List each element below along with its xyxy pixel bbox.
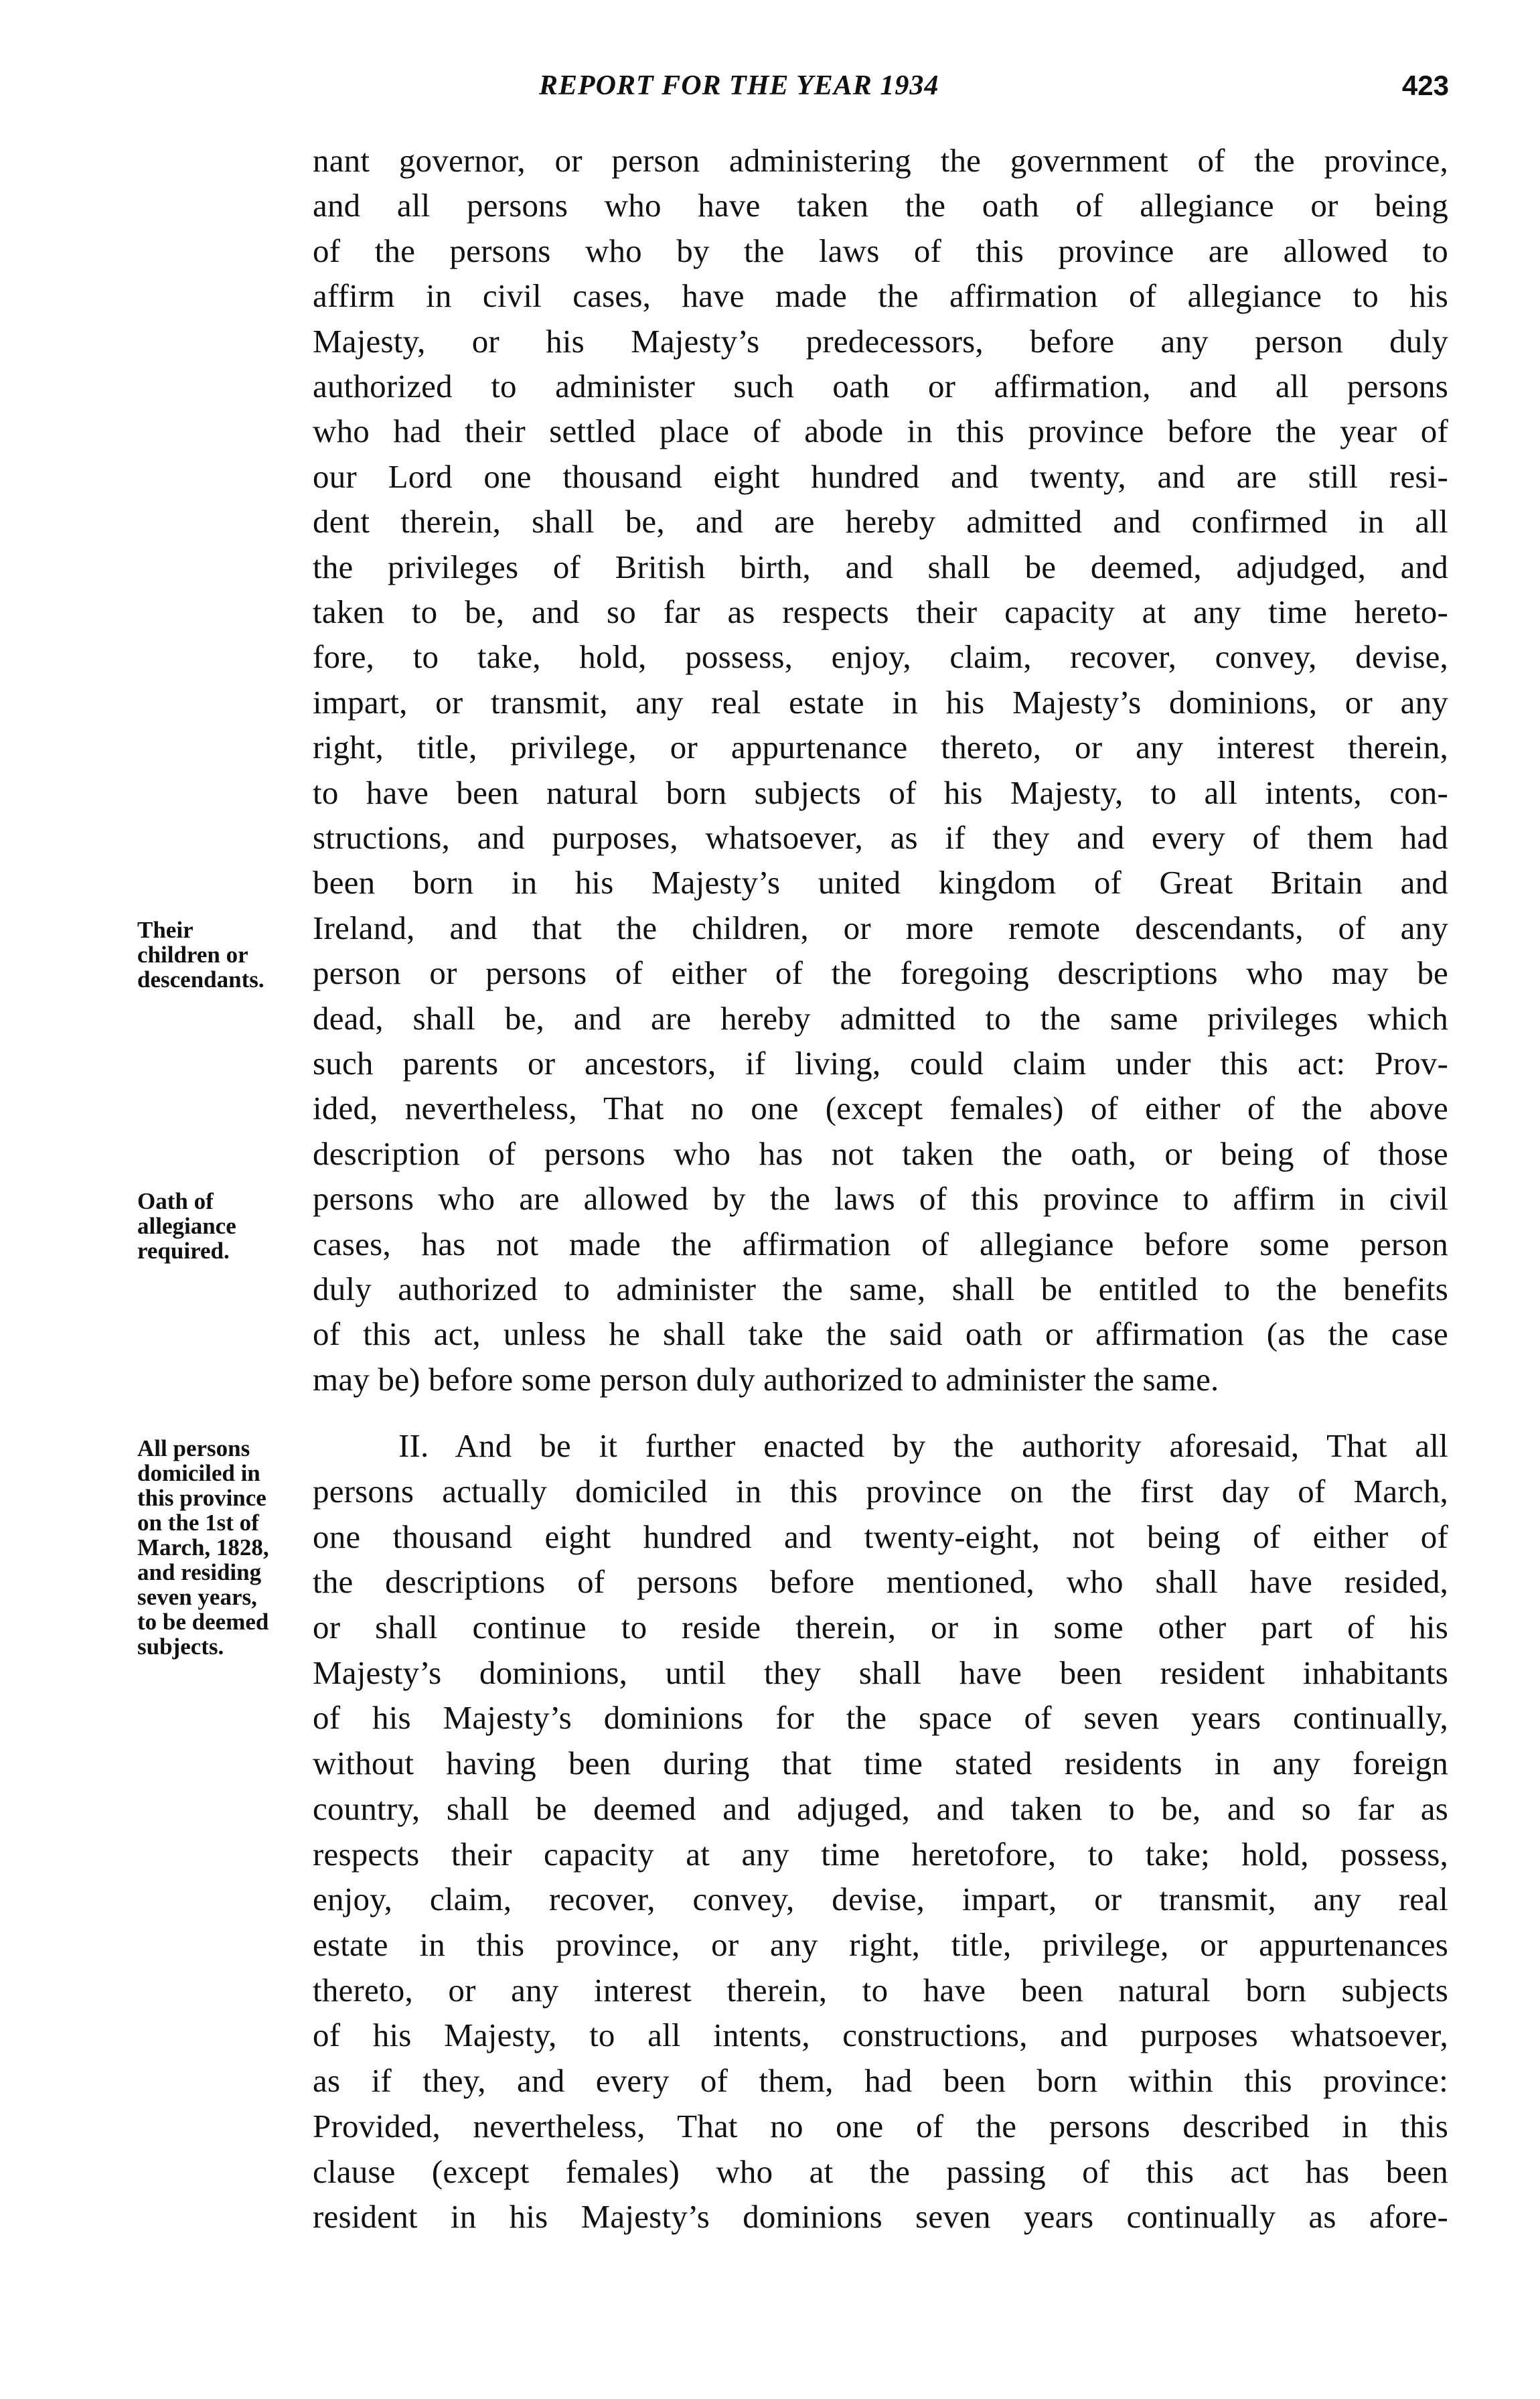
text-line: person or persons of either of the foregoing descriptions who may be [313, 954, 1448, 991]
text-line: Provided, nevertheless, That no one of the persons described in this [313, 2108, 1448, 2144]
text-line: thereto, or any interest therein, to have been natural born subjects [313, 1972, 1448, 2009]
text-line: the privileges of British birth, and shall be deemed, adjudged, and [313, 549, 1448, 585]
text-line: of this act, unless he shall take the said oath or affirmation (as the case [313, 1315, 1448, 1352]
text-line: or shall continue to reside therein, or in some other part of his [313, 1609, 1448, 1646]
margin-note-line: on the 1st of [137, 1510, 259, 1536]
margin-note-line: allegiance [137, 1213, 236, 1239]
text-line: affirm in civil cases, have made the affirmation of allegiance to his [313, 277, 1448, 314]
text-line: country, shall be deemed and adjuged, and taken to be, and so far as [313, 1790, 1448, 1827]
text-line: description of persons who has not taken the oath, or being of those [313, 1135, 1448, 1172]
text-line: persons who are allowed by the laws of this province to affirm in civil [313, 1180, 1448, 1217]
text-line: authorized to administer such oath or affirmation, and all persons [313, 368, 1448, 405]
page-number: 423 [1401, 70, 1449, 101]
text-line: respects their capacity at any time heretofore, to take; hold, possess, [313, 1836, 1448, 1873]
text-line: Majesty, or his Majesty’s predecessors, before any person duly [313, 323, 1448, 360]
margin-note-line: to be deemed [137, 1609, 269, 1635]
margin-note-line: domiciled in [137, 1460, 260, 1486]
text-line: impart, or transmit, any real estate in his Majesty’s dominions, or any [313, 684, 1448, 721]
margin-note-line: Oath of [137, 1188, 214, 1214]
text-line: taken to be, and so far as respects their capacity at any time hereto- [313, 593, 1448, 630]
text-line: Ireland, and that the children, or more remote descendants, of any [313, 910, 1448, 946]
margin-note-oath-required [137, 1189, 318, 1263]
text-line: one thousand eight hundred and twenty-eight, not being of either of [313, 1518, 1448, 1555]
text-line: the descriptions of persons before mentioned, who shall have resided, [313, 1563, 1448, 1600]
margin-note-domiciled-persons [137, 1436, 318, 1659]
text-line: ided, nevertheless, That no one (except females) of either of the above [313, 1090, 1448, 1126]
text-line: of the persons who by the laws of this province are allowed to [313, 232, 1448, 269]
text-line: resident in his Majesty’s dominions seven years continually as afore- [313, 2198, 1448, 2235]
text-line: fore, to take, hold, possess, enjoy, claim, recover, convey, devise, [313, 638, 1448, 675]
text-line: estate in this province, or any right, title, privilege, or appurtenances [313, 1926, 1448, 1963]
text-line: Majesty’s dominions, until they shall have been resident inhabitants [313, 1654, 1448, 1691]
text-line: structions, and purposes, whatsoever, as if they and every of them had [313, 819, 1448, 856]
margin-note-line: and residing [137, 1559, 262, 1585]
text-line: nant governor, or person administering the government of the province, [313, 142, 1448, 179]
margin-note-line: seven years, [137, 1584, 257, 1610]
margin-note-line: required. [137, 1238, 230, 1264]
text-line: persons actually domiciled in this province on the first day of March, [313, 1473, 1448, 1510]
text-line: duly authorized to administer the same, shall be entitled to the benefits [313, 1270, 1448, 1307]
text-line: of his Majesty, to all intents, constructions, and purposes whatsoever, [313, 2017, 1448, 2053]
text-line: dead, shall be, and are hereby admitted to the same privileges which [313, 1000, 1448, 1037]
margin-note-line: this province [137, 1485, 266, 1511]
text-line: to have been natural born subjects of his Majesty, to all intents, con- [313, 774, 1448, 811]
text-line: been born in his Majesty’s united kingdom of Great Britain and [313, 864, 1448, 901]
margin-note-line: Their [137, 917, 194, 943]
text-line: who had their settled place of abode in this province before the year of [313, 413, 1448, 449]
margin-note-line: children or [137, 942, 248, 968]
text-line: may be) before some person duly authorized to administer the same. [313, 1361, 1219, 1398]
text-line: dent therein, shall be, and are hereby admitted and confirmed in all [313, 503, 1448, 540]
text-line: as if they, and every of them, had been born within this province: [313, 2062, 1448, 2099]
margin-note-line: March, 1828, [137, 1534, 269, 1560]
section-ii-first-line: II. And be it further enacted by the authority aforesaid, That all [398, 1427, 1448, 1464]
margin-note-line: descendants. [137, 966, 264, 993]
text-line: of his Majesty’s dominions for the space of seven years continually, [313, 1699, 1448, 1736]
text-line: our Lord one thousand eight hundred and twenty, and are still resi- [313, 458, 1448, 495]
running-title: REPORT FOR THE YEAR 1934 [539, 70, 939, 101]
text-line: cases, has not made the affirmation of allegiance before some person [313, 1226, 1448, 1262]
text-line: without having been during that time stated residents in any foreign [313, 1745, 1448, 1782]
text-line: clause (except females) who at the passing of this act has been [313, 2153, 1448, 2190]
text-line: enjoy, claim, recover, convey, devise, impart, or transmit, any real [313, 1881, 1448, 1917]
margin-note-their-children [137, 918, 318, 992]
margin-note-line: All persons [137, 1435, 250, 1461]
text-line: and all persons who have taken the oath of allegiance or being [313, 187, 1448, 224]
margin-note-line: subjects. [137, 1633, 224, 1660]
text-line: such parents or ancestors, if living, could claim under this act: Prov- [313, 1045, 1448, 1082]
text-line: right, title, privilege, or appurtenance thereto, or any interest therein, [313, 729, 1448, 766]
